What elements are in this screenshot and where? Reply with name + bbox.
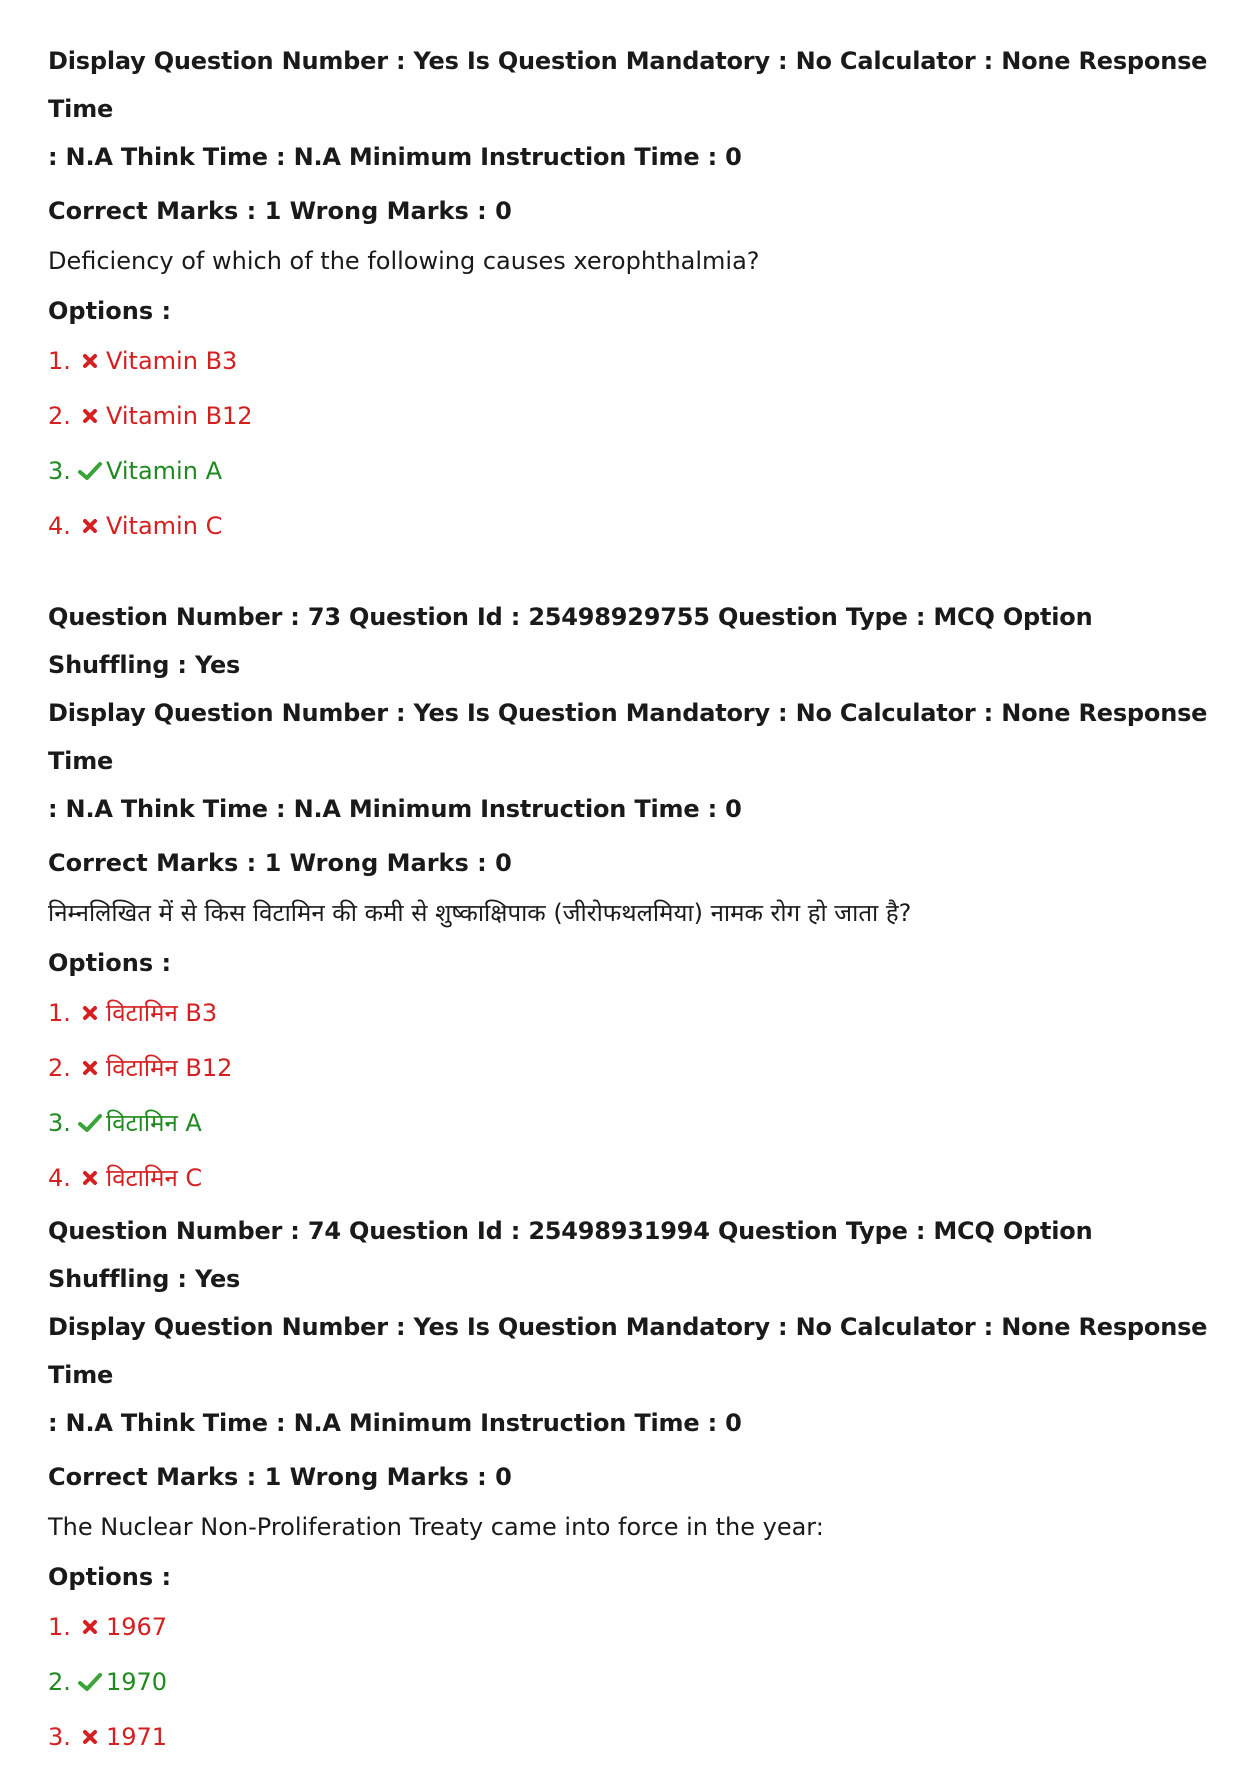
question-meta-line: : N.A Think Time : N.A Minimum Instruction Time : 0 <box>48 795 742 823</box>
cross-icon <box>74 518 106 534</box>
question-meta-line: Display Question Number : Yes Is Question Mandatory : No Calculator : None Response Time <box>48 1313 1208 1389</box>
question-meta-line: : N.A Think Time : N.A Minimum Instruction Time : 0 <box>48 1409 742 1437</box>
options-label: Options : <box>48 949 172 977</box>
question-block-74 <box>48 1207 1208 1772</box>
check-icon <box>74 1113 106 1133</box>
option-item <box>48 396 1208 436</box>
option-number: 1. <box>48 347 71 375</box>
option-text: Vitamin B12 <box>106 402 253 430</box>
question-text: Deficiency of which of the following causes xerophthalmia? <box>48 247 760 275</box>
question-meta-line: Display Question Number : Yes Is Question Mandatory : No Calculator : None Response Time <box>48 47 1208 123</box>
option-number: 2. <box>48 1668 71 1696</box>
option-text: 1970 <box>106 1668 168 1696</box>
question-block-72 <box>48 37 1208 561</box>
option-number: 3. <box>48 457 71 485</box>
option-item <box>48 451 1208 491</box>
option-item <box>48 506 1208 546</box>
option-number: 3. <box>48 1109 71 1137</box>
option-text: विटामिन B3 <box>106 999 218 1027</box>
question-meta-line: Question Number : 73 Question Id : 25498929755 Question Type : MCQ Option Shuffling : Yes <box>48 603 1093 679</box>
option-item <box>48 341 1208 381</box>
question-text: The Nuclear Non-Proliferation Treaty came into force in the year: <box>48 1513 824 1541</box>
option-text: Vitamin B3 <box>106 347 238 375</box>
option-number: 4. <box>48 1164 71 1192</box>
option-text: Vitamin A <box>106 457 222 485</box>
option-item <box>48 1048 1208 1088</box>
option-text: विटामिन B12 <box>106 1054 233 1082</box>
option-number: 1. <box>48 999 71 1027</box>
question-meta-line: Question Number : 74 Question Id : 25498931994 Question Type : MCQ Option Shuffling : Yes <box>48 1217 1093 1293</box>
option-item <box>48 1717 1208 1757</box>
option-item <box>48 993 1208 1033</box>
marks-info: Correct Marks : 1 Wrong Marks : 0 <box>48 1463 512 1491</box>
question-meta-line: : N.A Think Time : N.A Minimum Instruction Time : 0 <box>48 143 742 171</box>
cross-icon <box>74 353 106 369</box>
question-block-73 <box>48 593 1208 1213</box>
option-text: विटामिन A <box>106 1109 202 1137</box>
cross-icon <box>74 1619 106 1635</box>
cross-icon <box>74 1170 106 1186</box>
option-number: 1. <box>48 1613 71 1641</box>
option-item <box>48 1103 1208 1143</box>
option-number: 2. <box>48 1054 71 1082</box>
cross-icon <box>74 1005 106 1021</box>
option-number: 4. <box>48 512 71 540</box>
option-item <box>48 1158 1208 1198</box>
option-text: विटामिन C <box>106 1164 203 1192</box>
cross-icon <box>74 1729 106 1745</box>
question-meta-line: Display Question Number : Yes Is Question Mandatory : No Calculator : None Response Time <box>48 699 1208 775</box>
marks-info: Correct Marks : 1 Wrong Marks : 0 <box>48 849 512 877</box>
option-text: Vitamin C <box>106 512 223 540</box>
option-text: 1967 <box>106 1613 168 1641</box>
question-text: निम्नलिखित में से किस विटामिन की कमी से शुष्काक्षिपाक (जीरोफथलमिया) नामक रोग हो जाता है? <box>48 899 912 927</box>
option-item <box>48 1662 1208 1702</box>
marks-info: Correct Marks : 1 Wrong Marks : 0 <box>48 197 512 225</box>
check-icon <box>74 461 106 481</box>
cross-icon <box>74 408 106 424</box>
option-item <box>48 1607 1208 1647</box>
option-number: 2. <box>48 402 71 430</box>
options-label: Options : <box>48 1563 172 1591</box>
option-text: 1971 <box>106 1723 168 1751</box>
check-icon <box>74 1672 106 1692</box>
options-label: Options : <box>48 297 172 325</box>
option-number: 3. <box>48 1723 71 1751</box>
cross-icon <box>74 1060 106 1076</box>
